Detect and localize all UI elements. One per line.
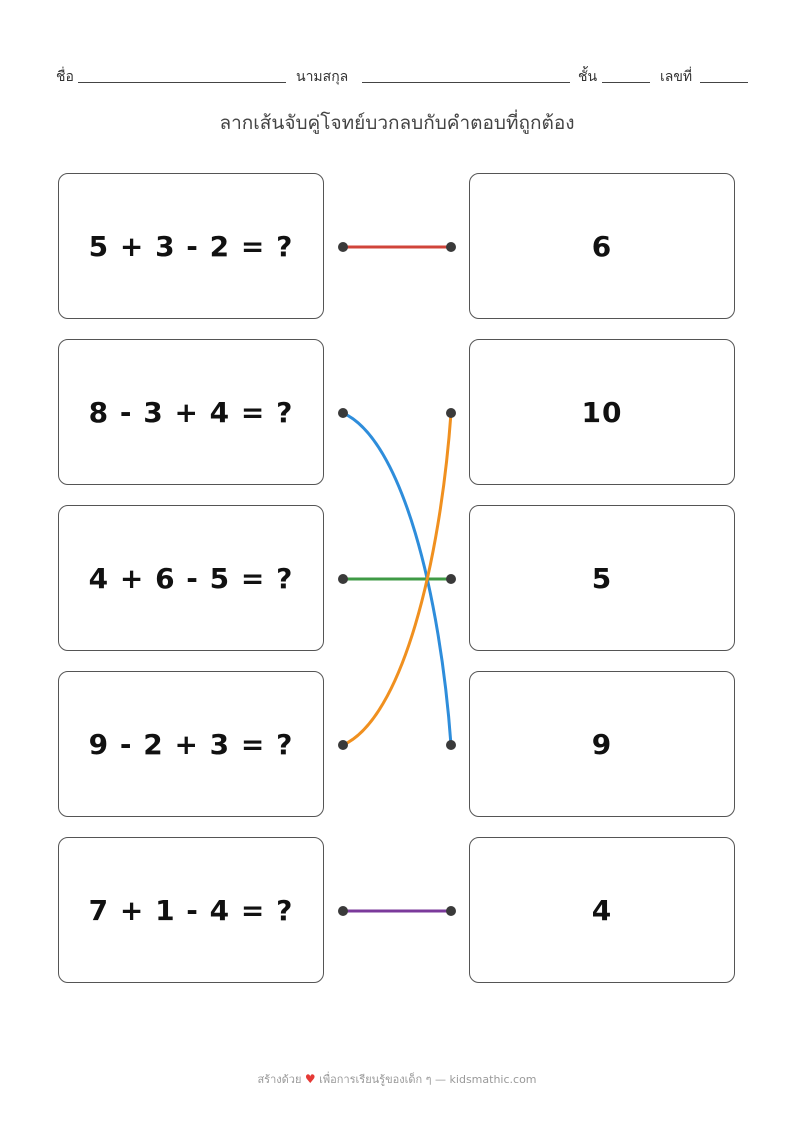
question-card — [58, 671, 324, 817]
question-card — [58, 837, 324, 983]
name-field[interactable] — [78, 82, 286, 83]
class-label: ชั้น — [578, 69, 598, 85]
number-label: เลขที่ — [660, 69, 693, 85]
answer-card — [469, 173, 735, 319]
name-label: ชื่อ — [56, 69, 74, 85]
question-text: 5 + 3 - 2 = ? — [88, 229, 294, 263]
match-line — [343, 413, 451, 745]
question-text: 4 + 6 - 5 = ? — [88, 561, 294, 595]
answer-card — [469, 505, 735, 651]
answer-card — [469, 671, 735, 817]
answer-text: 6 — [591, 229, 613, 263]
footer-credit: เพื่อการเรียนรู้ของเด็ก ๆ — kidsmathic.com — [319, 1073, 537, 1086]
question-card — [58, 505, 324, 651]
surname-label: นามสกุล — [296, 69, 349, 85]
answer-card — [469, 339, 735, 485]
footer-prefix: สร้างด้วย — [257, 1073, 302, 1086]
match-line — [343, 413, 451, 745]
answer-text: 4 — [591, 893, 613, 927]
answer-text: 10 — [581, 395, 623, 429]
question-card — [58, 339, 324, 485]
worksheet-title: ลากเส้นจับคู่โจทย์บวกลบกับคำตอบที่ถูกต้อง — [219, 112, 575, 134]
answer-dot[interactable] — [446, 242, 456, 252]
footer — [0, 1070, 794, 1088]
question-text: 7 + 1 - 4 = ? — [88, 893, 294, 927]
question-text: 9 - 2 + 3 = ? — [88, 727, 294, 761]
question-dot[interactable] — [338, 408, 348, 418]
heart-icon: ♥ — [304, 1072, 316, 1086]
answer-dot[interactable] — [446, 740, 456, 750]
answer-text: 5 — [591, 561, 613, 595]
answer-dot[interactable] — [446, 574, 456, 584]
question-dot[interactable] — [338, 740, 348, 750]
answer-text: 9 — [591, 727, 613, 761]
answer-dot[interactable] — [446, 906, 456, 916]
number-field[interactable] — [700, 82, 748, 83]
surname-field[interactable] — [362, 82, 570, 83]
answer-card — [469, 837, 735, 983]
answer-dot[interactable] — [446, 408, 456, 418]
question-text: 8 - 3 + 4 = ? — [88, 395, 294, 429]
question-dot[interactable] — [338, 574, 348, 584]
class-field[interactable] — [602, 82, 650, 83]
question-dot[interactable] — [338, 242, 348, 252]
question-card — [58, 173, 324, 319]
student-info-header — [56, 64, 748, 88]
question-dot[interactable] — [338, 906, 348, 916]
